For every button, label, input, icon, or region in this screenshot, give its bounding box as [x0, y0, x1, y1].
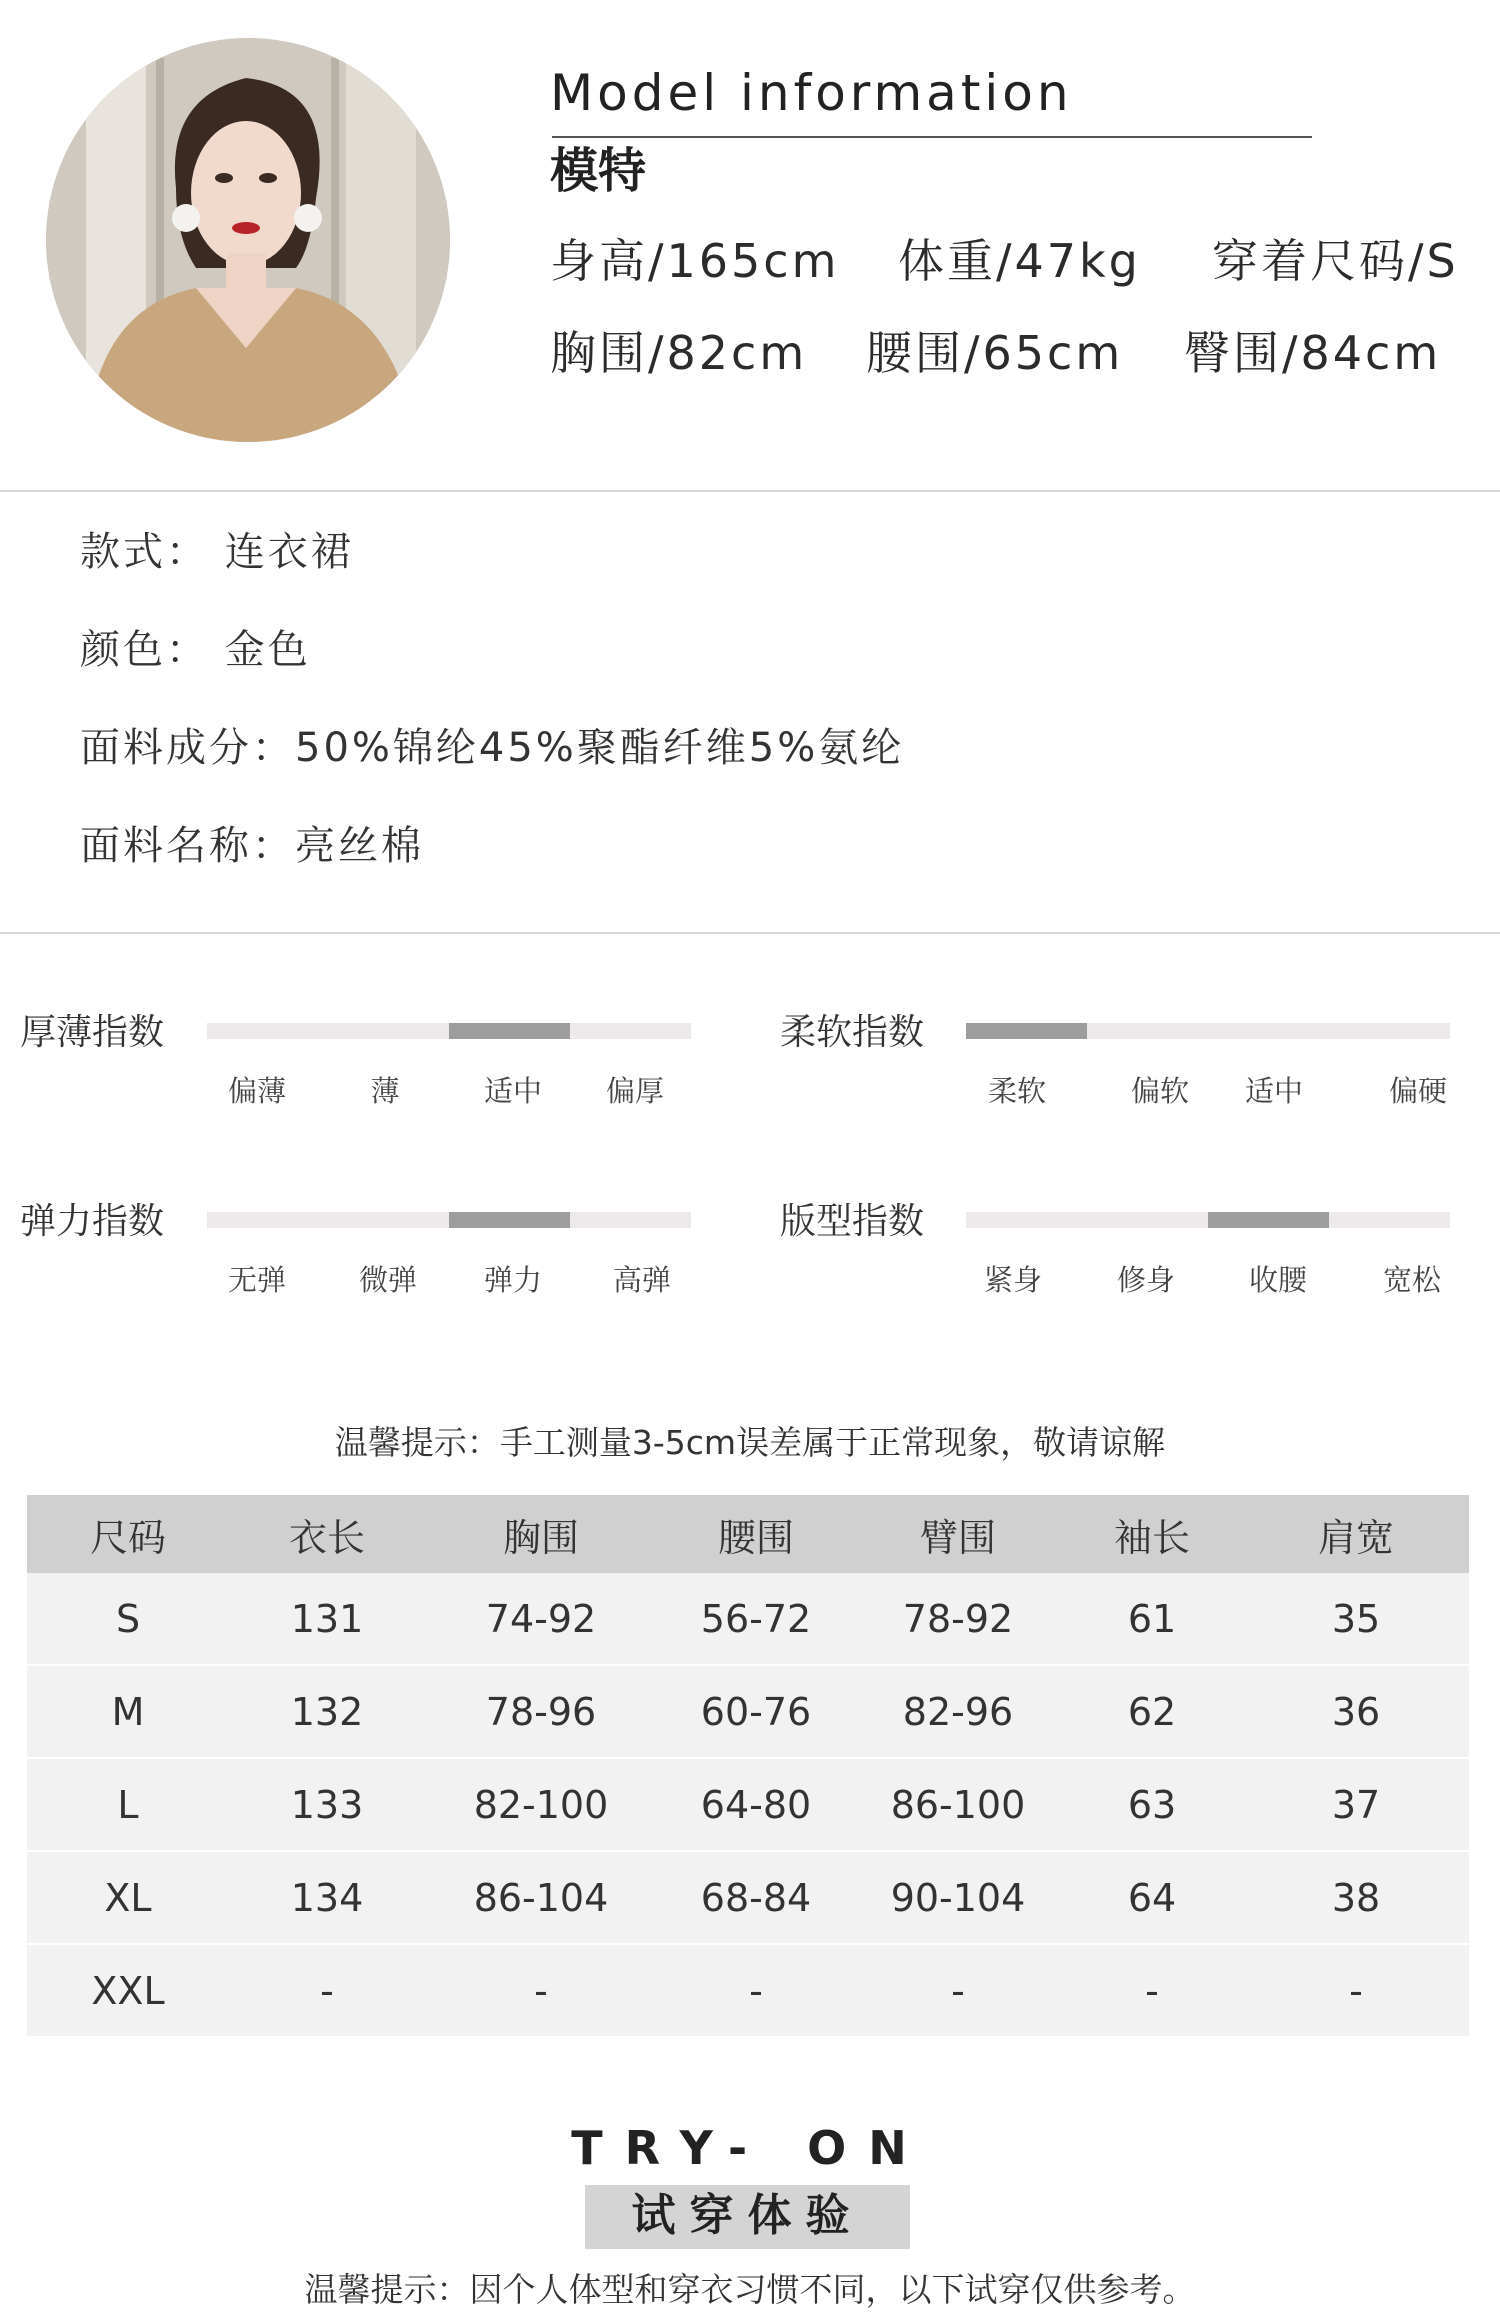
title-underline — [552, 136, 1312, 138]
try-on-subtitle: 试穿体验 — [631, 2190, 864, 2241]
table-cell: - — [425, 1944, 657, 2036]
thickness-option: 偏厚 — [605, 1074, 664, 1108]
table-cell: 132 — [229, 1665, 425, 1758]
table-cell: - — [229, 1944, 425, 2036]
table-cell: 36 — [1243, 1665, 1469, 1758]
table-cell: 35 — [1243, 1573, 1469, 1665]
table-cell: 68-84 — [657, 1851, 855, 1944]
table-cell: 74-92 — [425, 1573, 657, 1665]
model-photo — [46, 38, 450, 442]
table-cell: 134 — [229, 1851, 425, 1944]
model-hip: 臀围/84cm — [1184, 326, 1442, 380]
model-subtitle: 模特 — [550, 143, 647, 199]
table-cell: 82-100 — [425, 1758, 657, 1851]
divider — [0, 932, 1500, 934]
thickness-index-label: 厚薄指数 — [20, 1012, 165, 1053]
size-table — [27, 1495, 1469, 2036]
table-cell: 60-76 — [657, 1665, 855, 1758]
table-header-row — [27, 1495, 1469, 1573]
model-size: 穿着尺码/S — [1212, 234, 1459, 288]
table-cell: 78-92 — [855, 1573, 1061, 1665]
product-color: 颜色： 金色 — [80, 627, 311, 673]
model-portrait-image — [46, 38, 450, 442]
table-cell: 63 — [1061, 1758, 1243, 1851]
size-cell: M — [27, 1665, 229, 1758]
softness-index-bar — [966, 1023, 1450, 1039]
table-cell: 61 — [1061, 1573, 1243, 1665]
table-row — [27, 1665, 1469, 1758]
table-row — [27, 1573, 1469, 1665]
product-fabric: 面料名称：亮丝棉 — [80, 823, 424, 869]
try-on-title: TRY- ON — [571, 2121, 929, 2175]
model-bust: 胸围/82cm — [550, 326, 808, 380]
size-cell: XL — [27, 1851, 229, 1944]
softness-index-fill — [966, 1023, 1087, 1039]
table-row — [27, 1851, 1469, 1944]
model-waist: 腰围/65cm — [866, 326, 1124, 380]
elasticity-option: 高弹 — [612, 1263, 671, 1297]
table-cell: 131 — [229, 1573, 425, 1665]
fit-index-bar — [966, 1212, 1450, 1228]
elasticity-option: 无弹 — [227, 1263, 286, 1297]
fit-index-fill — [1208, 1212, 1329, 1228]
product-style: 款式： 连衣裙 — [80, 529, 354, 575]
softness-option: 柔软 — [987, 1074, 1046, 1108]
fit-index-label: 版型指数 — [780, 1201, 925, 1242]
table-row — [27, 1758, 1469, 1851]
try-on-note: 温馨提示：因个人体型和穿衣习惯不同，以下试穿仅供参考。 — [304, 2270, 1196, 2309]
table-cell: - — [1243, 1944, 1469, 2036]
softness-index-label: 柔软指数 — [780, 1012, 925, 1053]
column-header: 臂围 — [855, 1495, 1061, 1573]
thickness-index-bar — [207, 1023, 691, 1039]
size-cell: S — [27, 1573, 229, 1665]
table-cell: - — [855, 1944, 1061, 2036]
column-header: 尺码 — [27, 1495, 229, 1573]
table-cell: 133 — [229, 1758, 425, 1851]
softness-option: 偏软 — [1130, 1074, 1189, 1108]
fit-option: 紧身 — [983, 1263, 1042, 1297]
size-cell: L — [27, 1758, 229, 1851]
column-header: 腰围 — [657, 1495, 855, 1573]
model-weight: 体重/47kg — [898, 234, 1141, 288]
elasticity-option: 微弹 — [358, 1263, 417, 1297]
thickness-index-fill — [449, 1023, 570, 1039]
table-cell: - — [1061, 1944, 1243, 2036]
divider — [0, 490, 1500, 492]
table-cell: 62 — [1061, 1665, 1243, 1758]
elasticity-index-fill — [449, 1212, 570, 1228]
column-header: 肩宽 — [1243, 1495, 1469, 1573]
measurement-note: 温馨提示：手工测量3-5cm误差属于正常现象，敬请谅解 — [334, 1423, 1166, 1462]
softness-option: 偏硬 — [1388, 1074, 1447, 1108]
table-cell: 82-96 — [855, 1665, 1061, 1758]
softness-option: 适中 — [1244, 1074, 1303, 1108]
thickness-option: 薄 — [370, 1074, 400, 1108]
table-cell: 38 — [1243, 1851, 1469, 1944]
fit-option: 收腰 — [1248, 1263, 1307, 1297]
column-header: 胸围 — [425, 1495, 657, 1573]
column-header: 衣长 — [229, 1495, 425, 1573]
model-info-title: Model information — [550, 64, 1073, 122]
elasticity-index-bar — [207, 1212, 691, 1228]
table-cell: 37 — [1243, 1758, 1469, 1851]
table-cell: - — [657, 1944, 855, 2036]
table-cell: 56-72 — [657, 1573, 855, 1665]
elasticity-index-label: 弹力指数 — [20, 1201, 165, 1242]
table-cell: 86-104 — [425, 1851, 657, 1944]
fit-option: 宽松 — [1382, 1263, 1441, 1297]
model-height: 身高/165cm — [550, 234, 840, 288]
thickness-option: 适中 — [483, 1074, 542, 1108]
thickness-option: 偏薄 — [227, 1074, 286, 1108]
table-cell: 64 — [1061, 1851, 1243, 1944]
elasticity-option: 弹力 — [483, 1263, 542, 1297]
column-header: 袖长 — [1061, 1495, 1243, 1573]
product-composition: 面料成分：50%锦纶45%聚酯纤维5%氨纶 — [80, 725, 905, 771]
fit-option: 修身 — [1116, 1263, 1175, 1297]
table-cell: 86-100 — [855, 1758, 1061, 1851]
table-cell: 90-104 — [855, 1851, 1061, 1944]
table-cell: 64-80 — [657, 1758, 855, 1851]
size-cell: XXL — [27, 1944, 229, 2036]
table-row — [27, 1944, 1469, 2036]
table-cell: 78-96 — [425, 1665, 657, 1758]
